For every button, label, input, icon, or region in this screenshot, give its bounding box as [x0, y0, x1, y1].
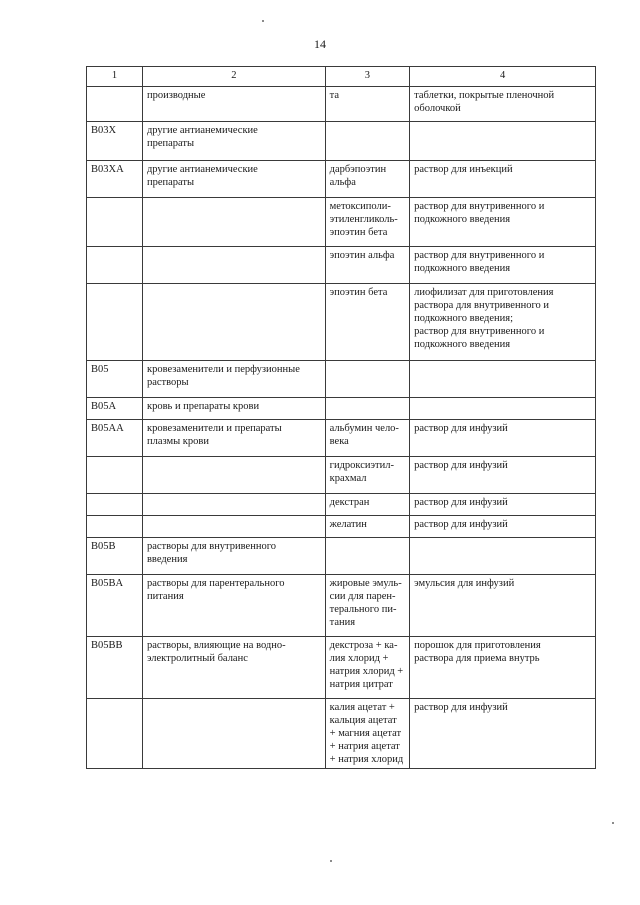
group-cell: кровь и препараты крови [142, 398, 325, 420]
substance-cell: метоксиполи- этиленгликоль- эпоэтин бета [325, 198, 409, 247]
substance-cell: калия ацетат + кальция ацетат + магния ацетат + натрия ацетат + натрия хлорид [325, 699, 409, 769]
substance-cell [325, 398, 409, 420]
group-cell: растворы для парентерального питания [142, 575, 325, 637]
atc-code-cell [87, 198, 143, 247]
group-cell: растворы для внутривенного введения [142, 538, 325, 575]
page-number: 14 [314, 37, 326, 51]
table-row [87, 494, 596, 516]
group-cell [142, 284, 325, 361]
group-cell [142, 247, 325, 284]
scan-speck [330, 860, 332, 862]
group-cell: другие антианемические препараты [142, 161, 325, 198]
group-cell [142, 494, 325, 516]
dosage-form-cell: порошок для приготовления раствора для приема внутрь [410, 637, 596, 699]
atc-code-cell [87, 457, 143, 494]
group-cell: растворы, влияющие на водно- электролитный баланс [142, 637, 325, 699]
header-col-1: 1 [87, 67, 143, 87]
atc-code-cell [87, 284, 143, 361]
substance-cell [325, 361, 409, 398]
table-row [87, 637, 596, 699]
table-row [87, 361, 596, 398]
dosage-form-cell: раствор для инфузий [410, 699, 596, 769]
atc-code-cell: B03X [87, 122, 143, 161]
table-row [87, 516, 596, 538]
atc-code-cell: B03XA [87, 161, 143, 198]
dosage-form-cell [410, 538, 596, 575]
substance-cell: декстроза + ка- лия хлорид + натрия хлорид + натрия цитрат [325, 637, 409, 699]
scan-speck [262, 20, 264, 22]
substance-cell: желатин [325, 516, 409, 538]
atc-code-cell: B05 [87, 361, 143, 398]
substance-cell: гидроксиэтил- крахмал [325, 457, 409, 494]
table-row [87, 161, 596, 198]
group-cell [142, 198, 325, 247]
table-row [87, 699, 596, 769]
group-cell [142, 457, 325, 494]
dosage-form-cell: раствор для внутривенного и подкожного введения [410, 247, 596, 284]
table-row [87, 538, 596, 575]
group-cell [142, 516, 325, 538]
atc-code-cell: B05AA [87, 420, 143, 457]
header-col-3: 3 [325, 67, 409, 87]
substance-cell: альбумин чело- века [325, 420, 409, 457]
table-row [87, 284, 596, 361]
group-cell: производные [142, 87, 325, 122]
dosage-form-cell: раствор для инфузий [410, 420, 596, 457]
substance-cell: жировые эмуль- сии для парен- терального пи- тания [325, 575, 409, 637]
atc-code-cell [87, 247, 143, 284]
table-row [87, 575, 596, 637]
atc-code-cell [87, 516, 143, 538]
atc-code-cell [87, 87, 143, 122]
header-col-2: 2 [142, 67, 325, 87]
table-row [87, 398, 596, 420]
substance-cell [325, 538, 409, 575]
dosage-form-cell [410, 361, 596, 398]
substance-cell: декстран [325, 494, 409, 516]
drug-table [86, 66, 596, 769]
substance-cell: та [325, 87, 409, 122]
table-row [87, 420, 596, 457]
group-cell: кровезаменители и перфузионные растворы [142, 361, 325, 398]
dosage-form-cell: раствор для инфузий [410, 457, 596, 494]
substance-cell: дарбэпоэтин альфа [325, 161, 409, 198]
group-cell: кровезаменители и препараты плазмы крови [142, 420, 325, 457]
table-row [87, 457, 596, 494]
table-row [87, 247, 596, 284]
atc-code-cell: B05A [87, 398, 143, 420]
table-header-row [87, 67, 596, 87]
dosage-form-cell [410, 398, 596, 420]
atc-code-cell [87, 494, 143, 516]
dosage-form-cell: эмульсия для инфузий [410, 575, 596, 637]
substance-cell [325, 122, 409, 161]
atc-code-cell: B05BA [87, 575, 143, 637]
substance-cell: эпоэтин бета [325, 284, 409, 361]
dosage-form-cell: лиофилизат для приготовления раствора для внутривенного и подкожного введения; раствор для внутривенного и подкожного введения [410, 284, 596, 361]
scan-speck [612, 822, 614, 824]
dosage-form-cell: таблетки, покрытые пленочной оболочкой [410, 87, 596, 122]
dosage-form-cell: раствор для инъекций [410, 161, 596, 198]
table-row [87, 87, 596, 122]
header-col-4: 4 [410, 67, 596, 87]
substance-cell: эпоэтин альфа [325, 247, 409, 284]
atc-code-cell: B05B [87, 538, 143, 575]
atc-code-cell [87, 699, 143, 769]
dosage-form-cell: раствор для инфузий [410, 516, 596, 538]
table-row [87, 122, 596, 161]
dosage-form-cell [410, 122, 596, 161]
dosage-form-cell: раствор для инфузий [410, 494, 596, 516]
group-cell [142, 699, 325, 769]
atc-code-cell: B05BB [87, 637, 143, 699]
group-cell: другие антианемические препараты [142, 122, 325, 161]
dosage-form-cell: раствор для внутривенного и подкожного введения [410, 198, 596, 247]
table-row [87, 198, 596, 247]
